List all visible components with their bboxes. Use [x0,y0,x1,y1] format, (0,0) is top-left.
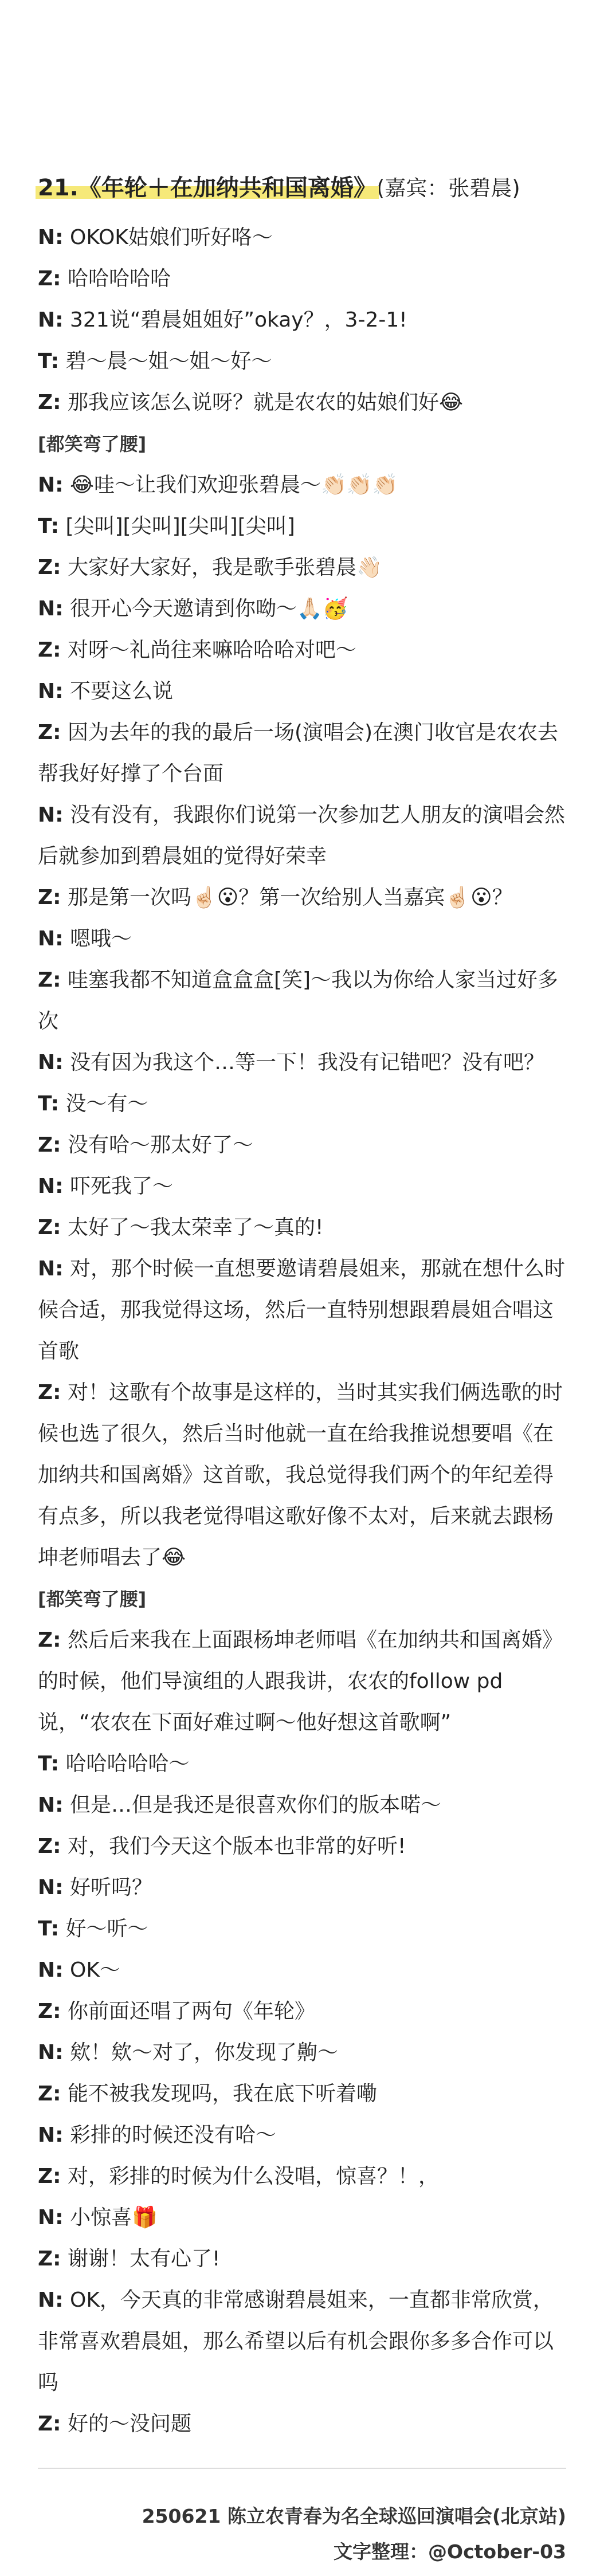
dialogue-line [38,712,566,795]
speaker-label: N: [38,1175,64,1198]
dialogue-line [38,671,566,712]
dialogue-text: OKOK姑娘们听好咯～ [69,226,273,249]
dialogue-text: 嗯哦～ [69,927,132,951]
dialogue-text: 但是…但是我还是很喜欢你们的版本喏～ [69,1793,441,1817]
speaker-label: Z: [38,638,61,662]
dialogue-line [38,1620,566,1743]
dialogue-text: 😂哇～让我们欢迎张碧晨～👏🏻👏🏻👏🏻 [69,473,398,497]
footer [38,2499,566,2570]
dialogue-text: OK～ [69,1958,120,1982]
dialogue-text: 没有没有，我跟你们说第一次参加艺人朋友的演唱会然后就参加到碧晨姐的觉得好荣幸 [38,803,565,868]
speaker-label: Z: [38,556,61,579]
transcript [38,217,566,2445]
dialogue-line [38,382,566,423]
speaker-label: N: [38,2206,64,2229]
dialogue-line [38,2280,566,2404]
speaker-label: Z: [38,391,61,414]
speaker-label: Z: [38,1835,61,1858]
dialogue-line [38,1166,566,1207]
speaker-label: Z: [38,1628,61,1652]
section-title [38,172,520,205]
speaker-label: N: [38,680,64,703]
dialogue-text: OK，今天真的非常感谢碧晨姐来，一直都非常欣赏，非常喜欢碧晨姐，那么希望以后有机会跟你多多合作可以吗 [38,2288,554,2394]
dialogue-line [38,506,566,547]
dialogue-text: 哈哈哈哈哈 [67,267,171,290]
dialogue-text: 对，彩排的时候为什么没唱，惊喜？！， [67,2165,439,2188]
dialogue-text: 对，我们今天这个版本也非常的好听! [67,1835,406,1858]
dialogue-text: 然后后来我在上面跟杨坤老师唱《在加纳共和国离婚》的时候，他们导演组的人跟我讲，农农的follow pd说，“农农在下面好难过啊～他好想这首歌啊” [38,1628,563,1734]
dialogue-line [38,2032,566,2074]
dialogue-text: 没～有～ [65,1092,148,1116]
speaker-label: N: [38,1876,64,1899]
speaker-label: T: [38,1092,59,1116]
dialogue-line [38,1826,566,1867]
dialogue-text: 对！这歌有个故事是这样的，当时其实我们俩选歌的时候也选了很久，然后当时他就一直在给我推说想要唱《在加纳共和国离婚》这首歌，我总觉得我们两个的年纪差得有点多，所以我老觉得唱这歌好像不太对，后来就去跟杨坤老师唱去了😂 [38,1381,563,1569]
speaker-label: N: [38,1051,64,1074]
title-number: 21. [38,175,79,201]
speaker-label: T: [38,350,59,373]
speaker-label: N: [38,1257,64,1281]
title-highlight [38,175,376,201]
dialogue-line [38,1743,566,1785]
speaker-label: N: [38,1958,64,1982]
dialogue-line [38,1083,566,1125]
dialogue-text: 321说“碧晨姐姐好”okay？，3-2-1! [69,308,407,332]
speaker-label: N: [38,473,64,497]
divider [38,2468,566,2469]
dialogue-text: 小惊喜🎁 [69,2206,158,2229]
dialogue-line [38,588,566,630]
dialogue-line [38,1125,566,1166]
dialogue-text: 对，那个时候一直想要邀请碧晨姐来，那就在想什么时候合适，那我觉得这场，然后一直特别想跟碧晨姐合唱这首歌 [38,1257,565,1363]
dialogue-line [38,2074,566,2115]
speaker-label: N: [38,2123,64,2147]
dialogue-text: 好听吗？ [69,1876,152,1899]
footer-event: 250621 陈立农青春为名全球巡回演唱会(北京站) [142,2505,566,2527]
dialogue-line [38,918,566,960]
speaker-label: Z: [38,2082,61,2106]
speaker-label: N: [38,226,64,249]
dialogue-line [38,795,566,877]
speaker-label: Z: [38,2247,61,2271]
speaker-label: N: [38,803,64,827]
dialogue-text: 彩排的时候还没有哈～ [69,2123,276,2147]
speaker-label: N: [38,2041,64,2064]
speaker-label: Z: [38,1216,61,1239]
dialogue-text: 对呀～礼尚往来嘛哈哈哈对吧～ [67,638,356,662]
dialogue-line [38,258,566,300]
dialogue-text: [尖叫][尖叫][尖叫][尖叫] [65,515,295,538]
speaker-label: N: [38,597,64,621]
speaker-label: Z: [38,721,61,744]
speaker-label: Z: [38,1133,61,1157]
speaker-label: N: [38,2288,64,2312]
speaker-label: N: [38,308,64,332]
dialogue-text: 那是第一次吗☝🏻😮？第一次给别人当嘉宾☝🏻😮？ [67,886,513,909]
dialogue-line [38,2156,566,2197]
speaker-label: Z: [38,886,61,909]
dialogue-text: 碧～晨～姐～姐～好～ [65,350,272,373]
speaker-label: T: [38,515,59,538]
dialogue-line [38,877,566,918]
speaker-label: Z: [38,2412,61,2436]
dialogue-text: 不要这么说 [69,680,173,703]
title-song: 《年轮＋在加纳共和国离婚》 [78,175,376,201]
speaker-label: Z: [38,968,61,992]
dialogue-text: 哈哈哈哈哈～ [65,1752,190,1776]
dialogue-line [38,1991,566,2032]
dialogue-line [38,1909,566,1950]
speaker-label: T: [38,1917,59,1941]
dialogue-line [38,465,566,506]
dialogue-text: 太好了～我太荣幸了～真的! [67,1216,324,1239]
dialogue-text: 好的～没问题 [67,2412,191,2436]
dialogue-text: 没有哈～那太好了～ [67,1133,253,1157]
dialogue-line [38,1372,566,1578]
dialogue-text: 你前面还唱了两句《年轮》 [67,2000,315,2023]
dialogue-line [38,1042,566,1083]
footer-credit: 文字整理：@October-03 [334,2540,566,2563]
dialogue-text: 大家好大家好，我是歌手张碧晨👋🏻 [67,556,382,579]
dialogue-line [38,2115,566,2156]
dialogue-text: 那我应该怎么说呀？就是农农的姑娘们好😂 [67,391,464,414]
dialogue-text: 很开心今天邀请到你呦～🙏🏻🥳 [69,597,348,621]
dialogue-line [38,2197,566,2239]
dialogue-text: 能不被我发现吗，我在底下听着嘞 [67,2082,377,2106]
dialogue-line [38,1785,566,1826]
dialogue-line [38,1248,566,1372]
dialogue-line [38,630,566,671]
dialogue-text: 好～听～ [65,1917,148,1941]
dialogue-text: 欸！欸～对了，你发现了齁～ [69,2041,338,2064]
speaker-label: Z: [38,1381,61,1404]
speaker-label: N: [38,927,64,951]
dialogue-line [38,960,566,1042]
dialogue-text: 吓死我了～ [69,1175,173,1198]
speaker-label: Z: [38,2165,61,2188]
stage-direction: [都笑弯了腰] [38,1588,147,1610]
dialogue-line [38,2239,566,2280]
speaker-label: Z: [38,267,61,290]
dialogue-line [38,1207,566,1248]
speaker-label: N: [38,1793,64,1817]
dialogue-text: 没有因为我这个…等一下！我没有记错吧？没有吧？ [69,1051,544,1074]
dialogue-text: 因为去年的我的最后一场(演唱会)在澳门收官是农农去帮我好好撑了个台面 [38,721,559,786]
dialogue-line [38,2404,566,2445]
dialogue-line [38,547,566,588]
dialogue-line [38,300,566,341]
dialogue-line [38,1950,566,1991]
speaker-label: Z: [38,2000,61,2023]
title-guest: (嘉宾：张碧晨) [376,176,520,201]
stage-direction: [都笑弯了腰] [38,433,147,455]
speaker-label: T: [38,1752,59,1776]
dialogue-text: 谢谢！太有心了! [67,2247,221,2271]
dialogue-line [38,1867,566,1909]
dialogue-text: 哇塞我都不知道盒盒盒[笑]～我以为你给人家当过好多次 [38,968,559,1033]
dialogue-line [38,341,566,382]
dialogue-line [38,217,566,258]
